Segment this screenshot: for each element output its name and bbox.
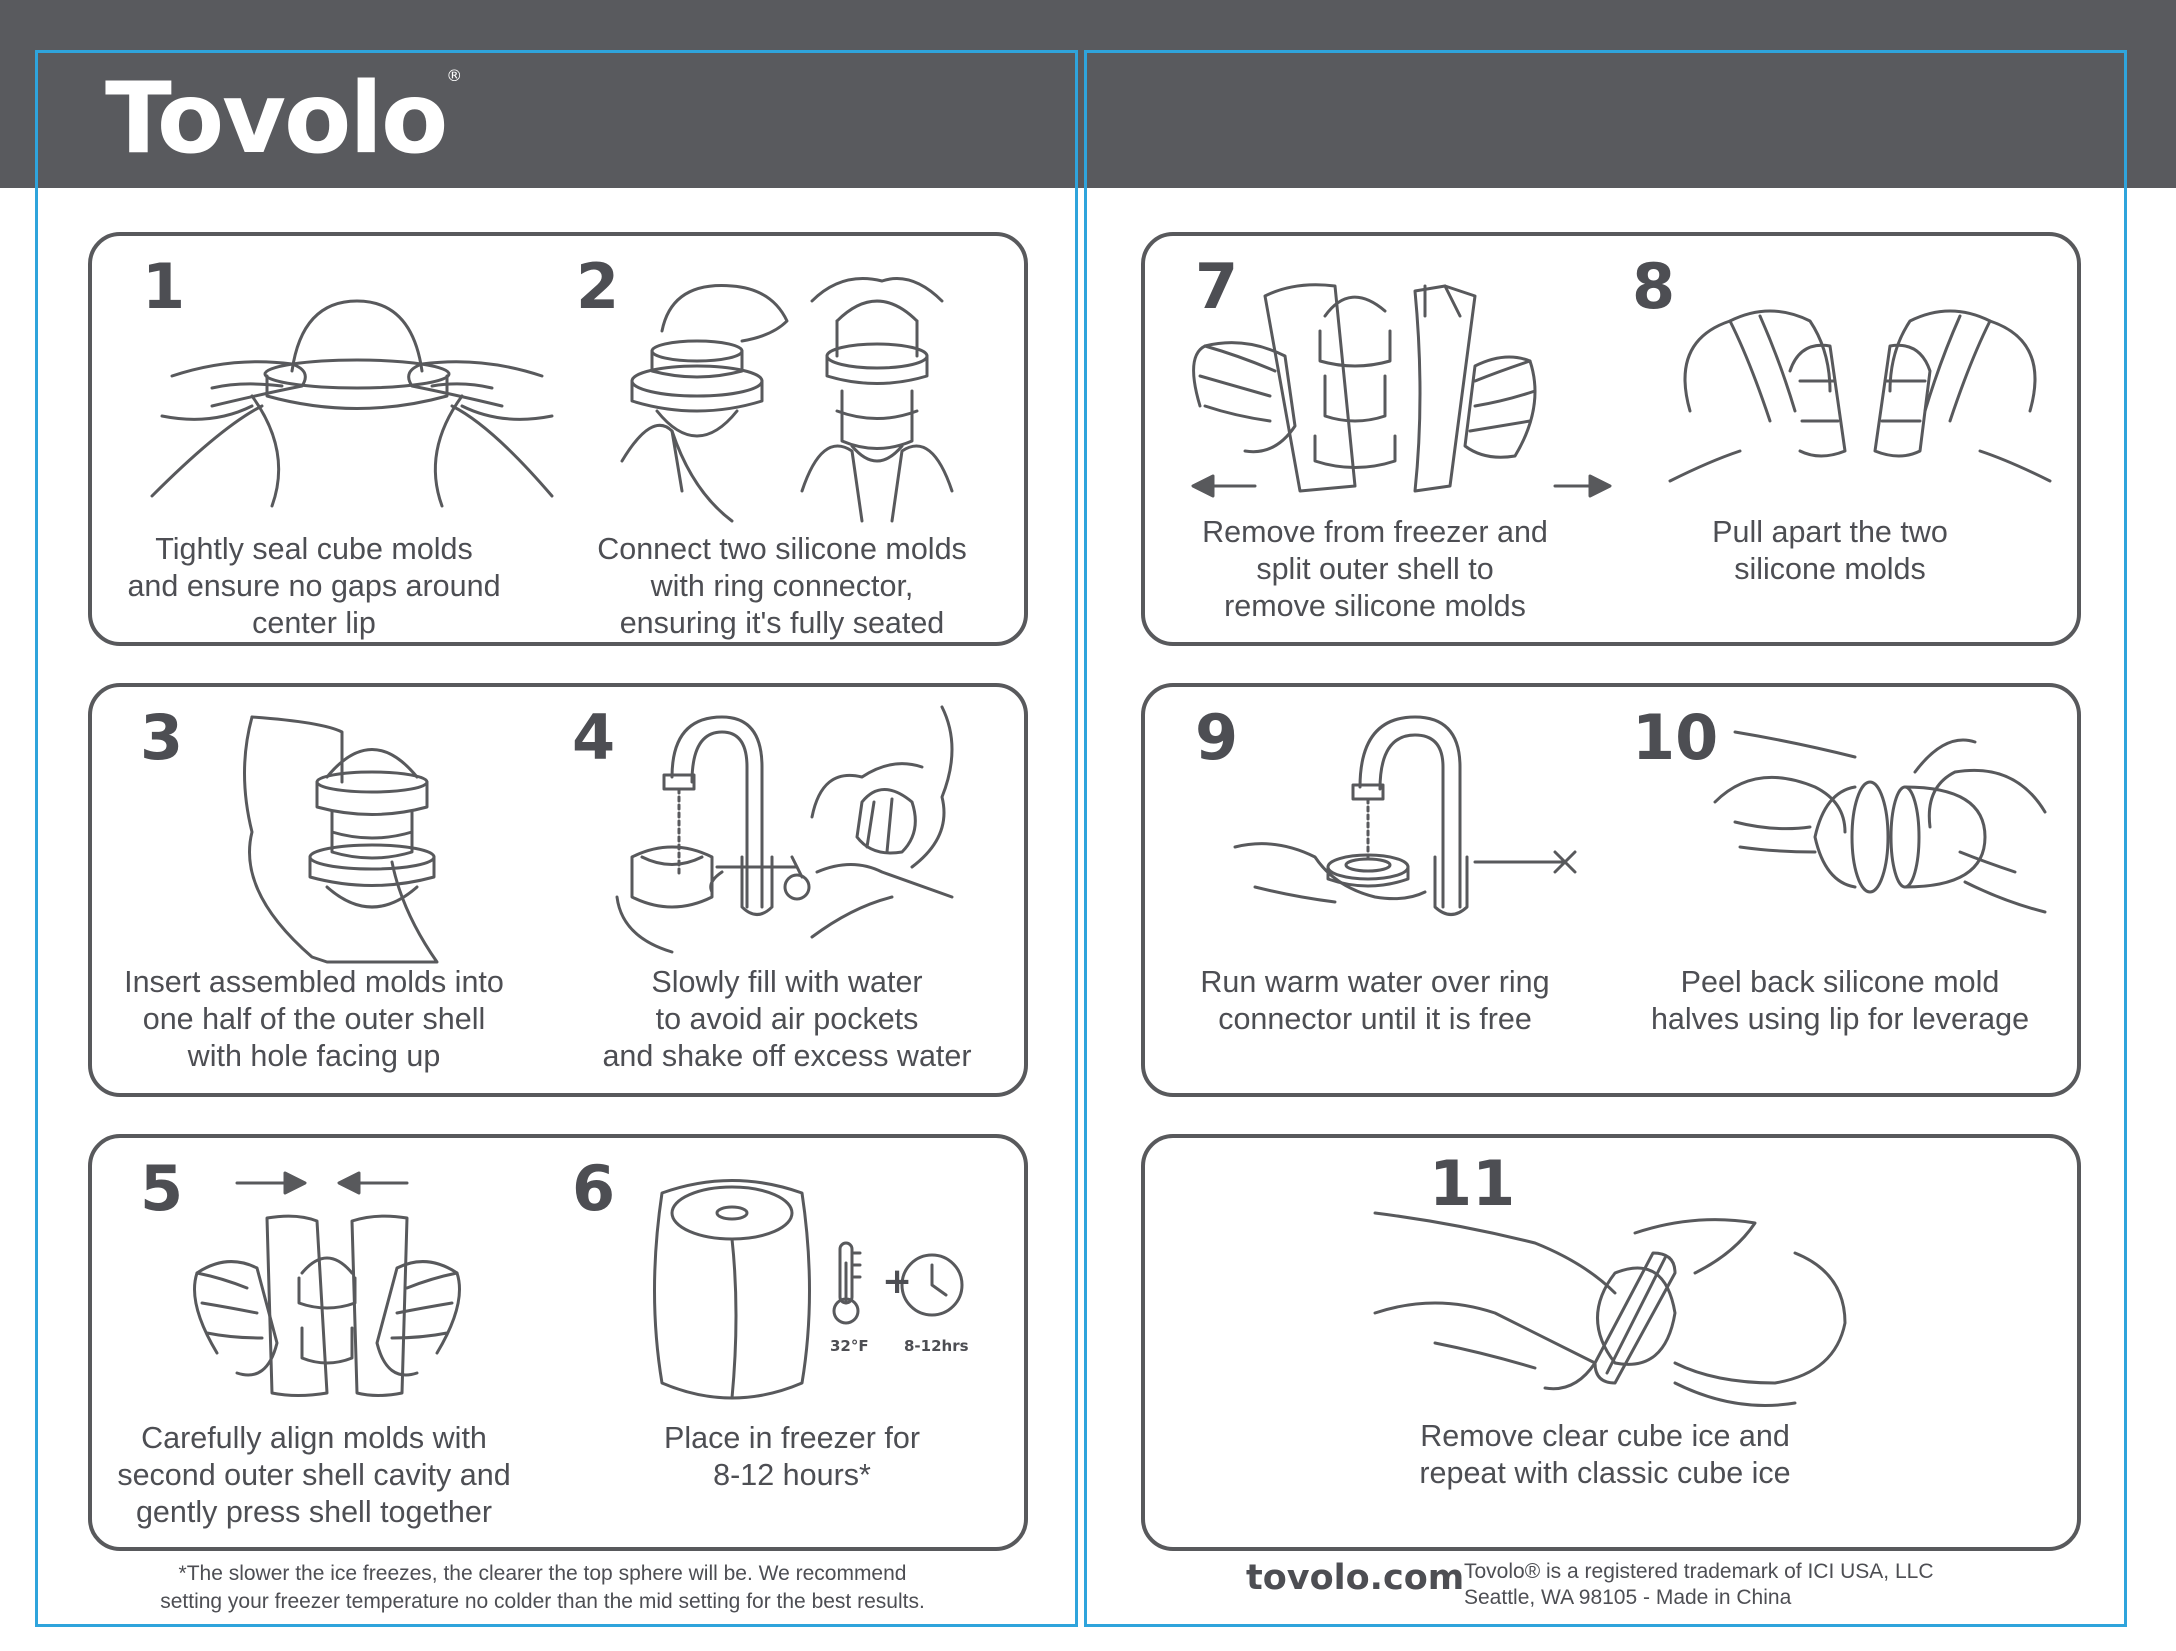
step-10-caption: Peel back silicone mold halves using lip for leverage [1650,965,2030,1036]
step-10-illustration [1715,732,2055,942]
step-11-panel [1141,1134,2081,1551]
step-8-number: 8 [1632,250,1676,323]
steps-5-6-panel [88,1134,1028,1551]
tovolo-logo: Tovolo® [105,62,461,176]
step-1-illustration [152,276,552,506]
steps-1-2-panel [88,232,1028,646]
step-11-number: 11 [1429,1147,1516,1220]
time-label: 8-12hrs [904,1337,969,1355]
step-11-illustration [1375,1213,1855,1413]
step-7-caption: Remove from freezer and split outer shell to remove silicone molds [1202,515,1548,623]
legal-text: Tovolo® is a registered trademark of ICI USA, LLC Seattle, WA 98105 - Made in China [1464,1560,1934,1609]
step-6-illustration [642,1173,992,1413]
steps-9-10-panel [1141,683,2081,1097]
step-4-number: 4 [572,701,616,774]
footnote: *The slower the ice freezes, the clearer the top sphere will be. We recommend setting your freezer temperature no colder than the mid setting for the best results. [160,1562,925,1613]
step-4-illustration [612,707,982,967]
temperature-label: 32°F [830,1337,869,1355]
step-4-caption: Slowly fill with water to avoid air pockets and shake off excess water [602,965,972,1073]
step-3-caption: Insert assembled molds into one half of the outer shell with hole facing up [124,965,504,1073]
website-link[interactable]: tovolo.com [1246,1558,1465,1598]
step-5-illustration [177,1153,467,1413]
step-6-number: 6 [572,1152,616,1225]
step-3-number: 3 [140,701,184,774]
step-3-illustration [232,712,492,962]
step-8-caption: Pull apart the two silicone molds [1712,515,1948,586]
step-5-caption: Carefully align molds with second outer shell cavity and gently press shell together [117,1421,511,1529]
plus-sign: + [882,1261,913,1302]
step-10-number: 10 [1632,701,1719,774]
step-2-number: 2 [576,250,620,323]
step-2-illustration [612,261,972,521]
step-5-number: 5 [140,1152,184,1225]
step-7-number: 7 [1195,250,1239,323]
step-7-illustration [1185,276,1605,506]
step-11-caption: Remove clear cube ice and repeat with classic cube ice [1419,1419,1791,1490]
step-8-illustration [1670,281,2050,511]
step-9-illustration [1235,707,1595,947]
step-6-caption: Place in freezer for 8-12 hours* [664,1421,920,1492]
step-1-caption: Tightly seal cube molds and ensure no gaps around center lip [127,532,501,640]
step-9-caption: Run warm water over ring connector until it is free [1200,965,1550,1036]
step-1-number: 1 [142,250,186,323]
steps-7-8-panel [1141,232,2081,646]
steps-3-4-panel [88,683,1028,1097]
step-2-caption: Connect two silicone molds with ring connector, ensuring it's fully seated [597,532,967,640]
step-9-number: 9 [1195,701,1239,774]
